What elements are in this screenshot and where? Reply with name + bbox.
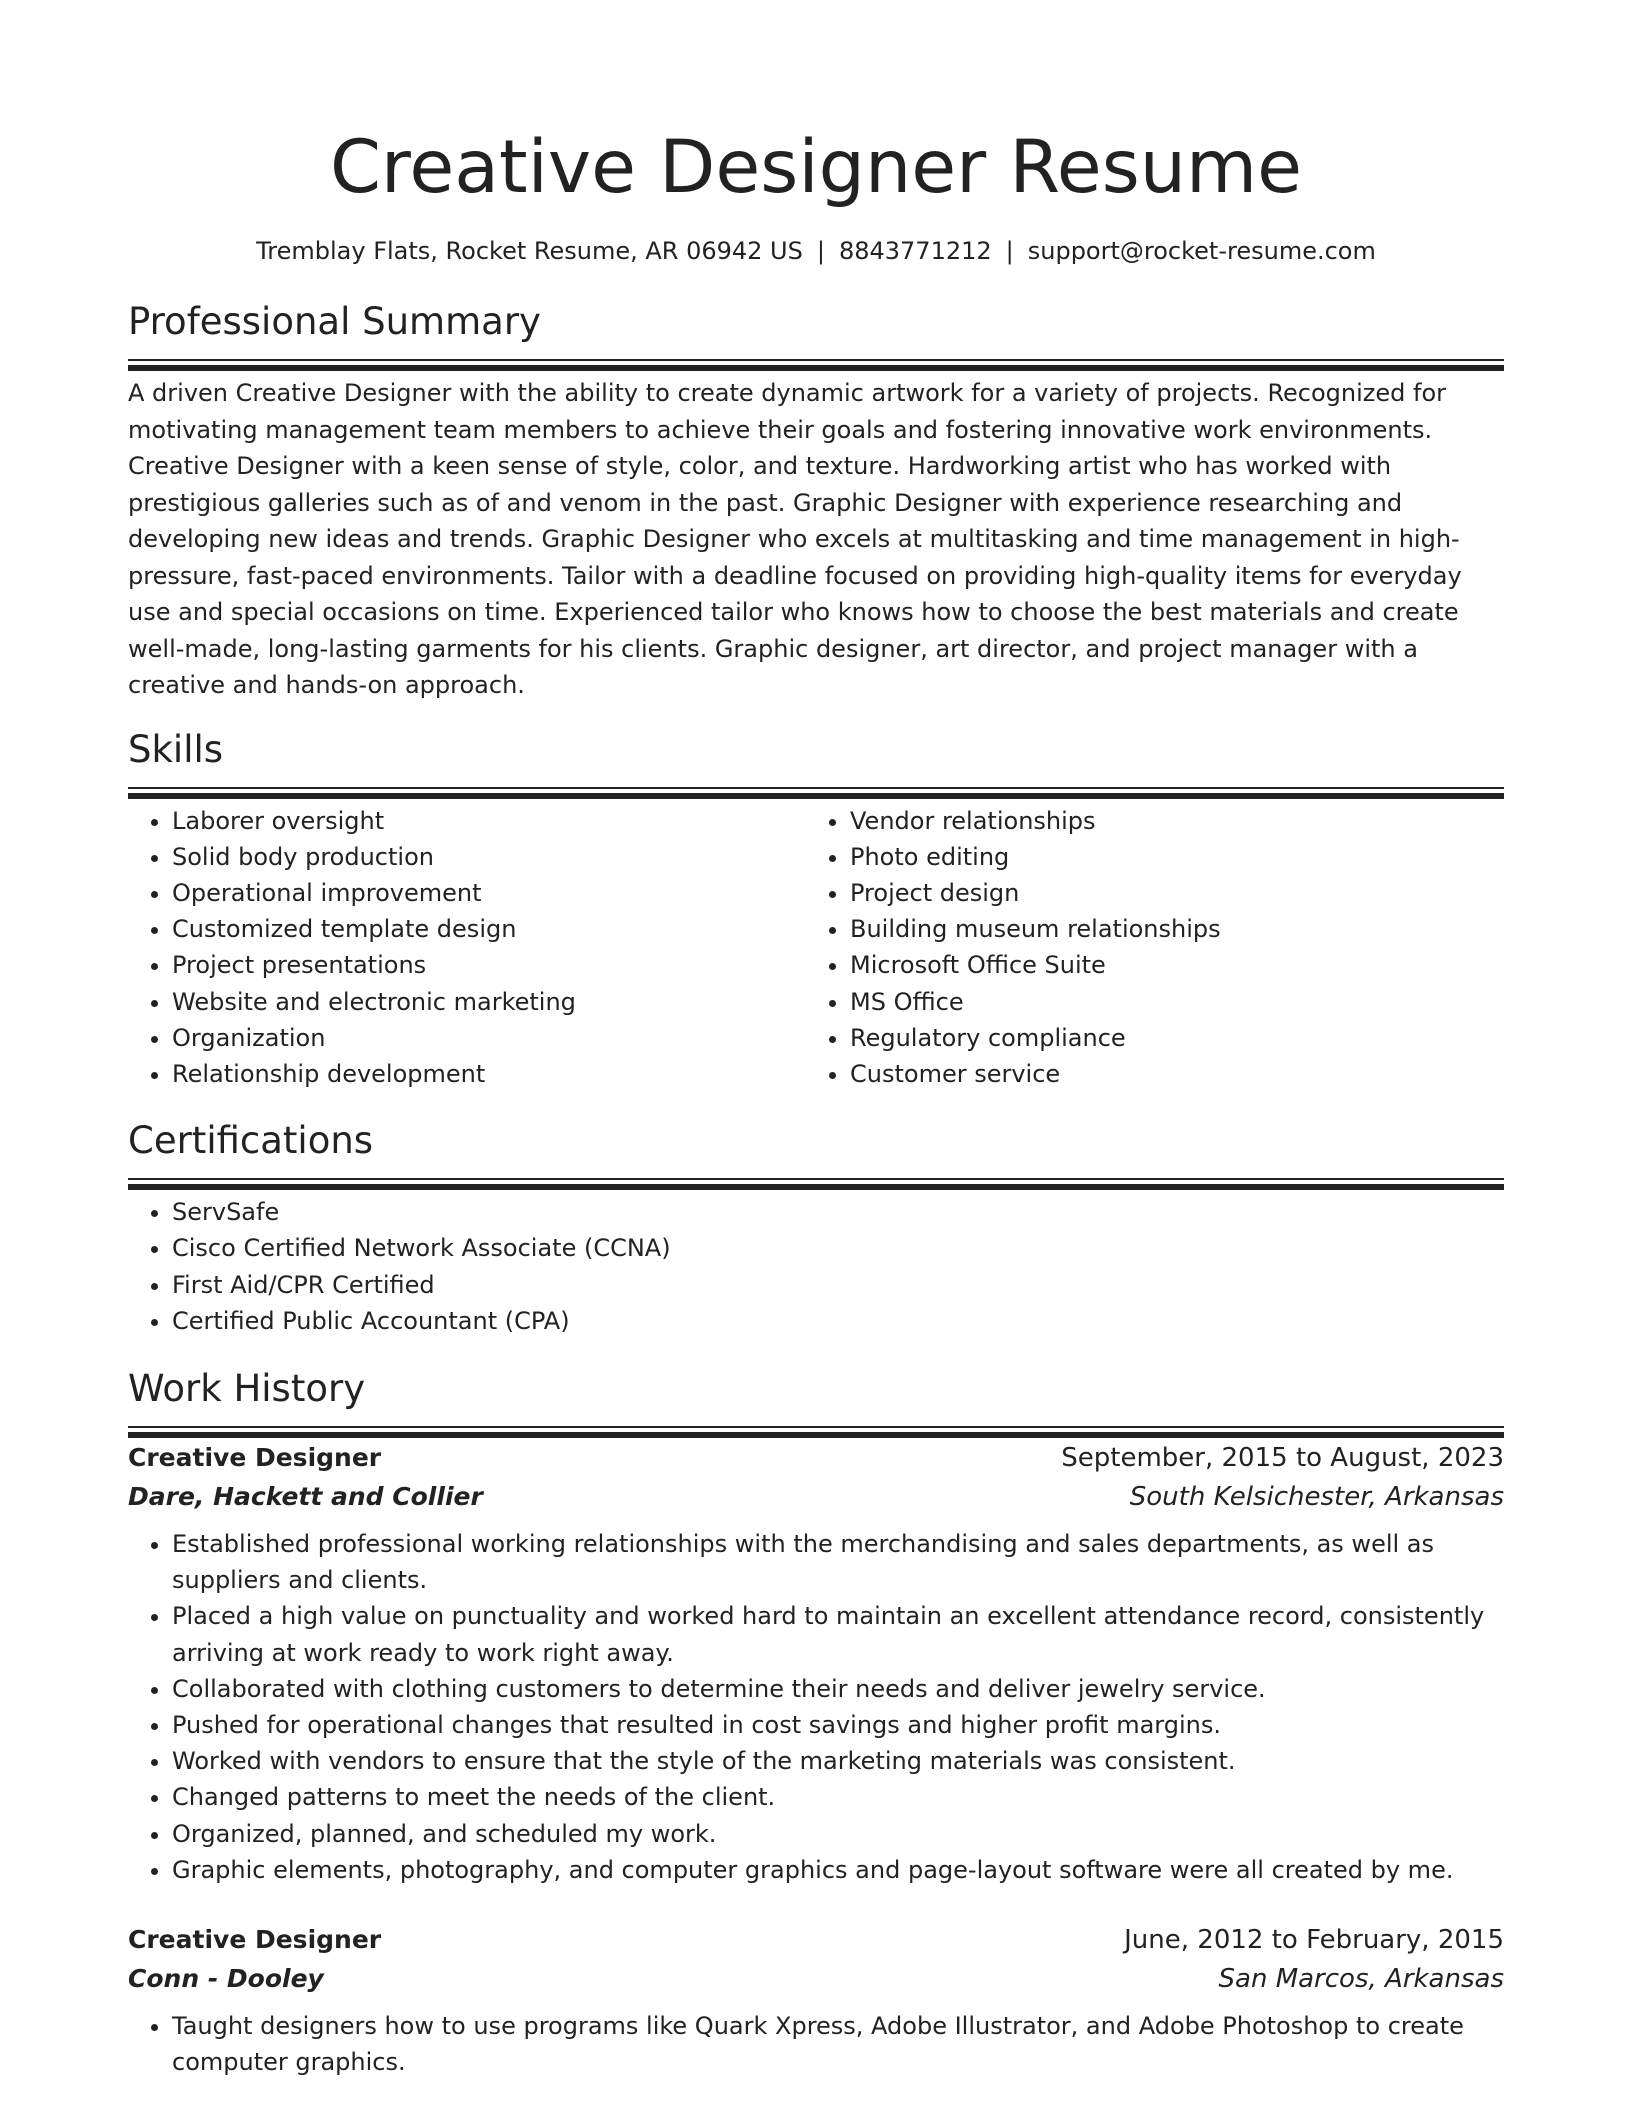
certifications-section [128,1116,1504,1339]
contact-separator: | [816,237,825,265]
skill-item: • Operational improvement [172,875,806,911]
skill-item: • Building museum relationships [850,911,1484,947]
skills-list-right [806,803,1484,1093]
summary-section [128,297,1504,704]
skill-item: • Laborer oversight [172,803,806,839]
job-entry [128,1438,1504,1888]
job-bullet: • Placed a high value on punctuality and worked hard to maintain an excellent attendance record, consistently arriving at work ready to work right away. [172,1598,1504,1670]
job-location: South Kelsichester, Arkansas [1129,1481,1504,1512]
skill-item: • Vendor relationships [850,803,1484,839]
skills-grid [128,803,1504,1093]
skill-item: • Microsoft Office Suite [850,947,1484,983]
skill-item: • Customized template design [172,911,806,947]
resume-title: Creative Designer Resume [329,125,1303,210]
skills-heading: Skills [128,727,224,771]
job-dates: June, 2012 to February, 2015 [1124,1924,1504,1955]
skill-item: • Customer service [850,1056,1484,1092]
section-divider [128,787,1504,789]
contact-address: Tremblay Flats, Rocket Resume, AR 06942 US [256,237,803,265]
skill-item: • Regulatory compliance [850,1020,1484,1056]
work-history-section [128,1364,1504,2080]
job-dates: September, 2015 to August, 2023 [1061,1442,1504,1473]
job-bullet: • Organized, planned, and scheduled my work. [172,1816,1504,1852]
skills-list-left [128,803,806,1093]
certification-item: • Certified Public Accountant (CPA) [172,1303,1504,1339]
job-header [128,1920,1504,1960]
certification-item: • First Aid/CPR Certified [172,1267,1504,1303]
job-header [128,1438,1504,1478]
section-divider [128,1426,1504,1428]
section-divider [128,359,1504,361]
skill-item: • MS Office [850,984,1484,1020]
job-company: Conn - Dooley [128,1963,324,1993]
job-bullet: • Established professional working relationships with the merchandising and sales departments, as well as suppliers and clients. [172,1526,1504,1598]
skills-column-right [806,803,1484,1093]
skill-item: • Photo editing [850,839,1484,875]
job-title: Creative Designer [128,1442,382,1472]
job-bullet: • Pushed for operational changes that resulted in cost savings and higher profit margins. [172,1707,1504,1743]
skills-column-left [128,803,806,1093]
job-bullet: • Worked with vendors to ensure that the style of the marketing materials was consistent. [172,1743,1504,1779]
contact-separator: | [1005,237,1014,265]
skill-item: • Relationship development [172,1056,806,1092]
job-bullets [128,2008,1504,2080]
job-bullet: • Collaborated with clothing customers to determine their needs and deliver jewelry service. [172,1671,1504,1707]
job-bullets [128,1526,1504,1888]
certification-item: • ServSafe [172,1194,1504,1230]
skill-item: • Project design [850,875,1484,911]
job-title: Creative Designer [128,1924,382,1954]
work-history-heading: Work History [128,1366,366,1410]
job-subheader [128,1478,1504,1516]
skill-item: • Organization [172,1020,806,1056]
certifications-list [128,1194,1504,1339]
skill-item: • Solid body production [172,839,806,875]
job-bullet: • Taught designers how to use programs like Quark Xpress, Adobe Illustrator, and Adobe Photoshop to create computer graphics. [172,2008,1504,2080]
skill-item: • Website and electronic marketing [172,984,806,1020]
job-location: San Marcos, Arkansas [1218,1963,1504,1994]
summary-text: A driven Creative Designer with the ability to create dynamic artwork for a variety of projects. Recognized for motivating management team members to achieve their goals and fostering innovative work environments. Creative Designer with a keen sense of style, color, and texture. Hardworking artist who has worked with prestigious galleries such as of and venom in the past. Graphic Designer with experience researching and developing new ideas and trends. Graphic Designer who excels at multitasking and time management in high-pressure, fast-paced environments. Tailor with a deadline focused on providing high-quality items for everyday use and special occasions on time. Experienced tailor who knows how to choose the best materials and create well-made, long-lasting garments for his clients. Graphic designer, art director, and project manager with a creative and hands-on approach. [128,379,1462,699]
skills-section [128,725,1504,1093]
skill-item: • Project presentations [172,947,806,983]
contact-line [128,234,1504,268]
job-company: Dare, Hackett and Collier [128,1481,483,1511]
section-divider [128,1178,1504,1180]
job-subheader [128,1960,1504,1998]
job-entry [128,1920,1504,2080]
certification-item: • Cisco Certified Network Associate (CCNA) [172,1230,1504,1266]
resume-page [128,0,1504,2080]
job-bullet: • Changed patterns to meet the needs of the client. [172,1779,1504,1815]
contact-phone: 8843771212 [838,237,992,265]
summary-heading: Professional Summary [128,300,541,343]
certifications-heading: Certifications [128,1119,374,1163]
job-bullet: • Graphic elements, photography, and computer graphics and page-layout software were all created by me. [172,1852,1504,1888]
contact-email[interactable]: support@rocket-resume.com [1027,237,1376,265]
